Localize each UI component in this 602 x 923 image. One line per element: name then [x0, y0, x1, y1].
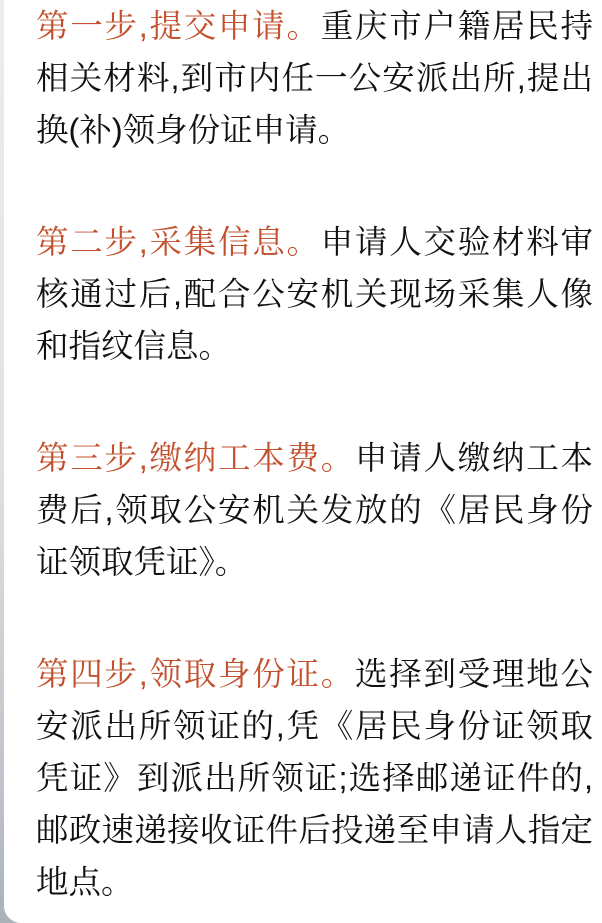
step-body-text: 选择到受理地公安派出所领证的,凭《居民身份证领取凭证》到派出所领证;选择邮递证件的,邮政速递接收证件后投递至申请人指定地点。	[36, 656, 593, 900]
step-paragraph	[36, 0, 593, 156]
step-paragraph	[36, 432, 593, 588]
step-paragraph	[36, 648, 593, 908]
step-body-text: 申请人交验材料审核通过后,配合公安机关现场采集人像和指纹信息。	[36, 224, 593, 364]
step-paragraph	[36, 216, 593, 372]
step-label: 第三步,缴纳工本费。	[36, 440, 356, 476]
article-card	[4, 0, 602, 923]
steps-article	[36, 0, 593, 908]
step-label: 第一步,提交申请。	[36, 8, 321, 44]
step-body-text: 重庆市户籍居民持相关材料,到市内任一公安派出所,提出换(补)领身份证申请。	[36, 8, 593, 148]
step-label: 第四步,领取身份证。	[36, 656, 356, 692]
step-body-text: 申请人缴纳工本费后,领取公安机关发放的《居民身份证领取凭证》。	[36, 440, 593, 580]
step-label: 第二步,采集信息。	[36, 224, 321, 260]
